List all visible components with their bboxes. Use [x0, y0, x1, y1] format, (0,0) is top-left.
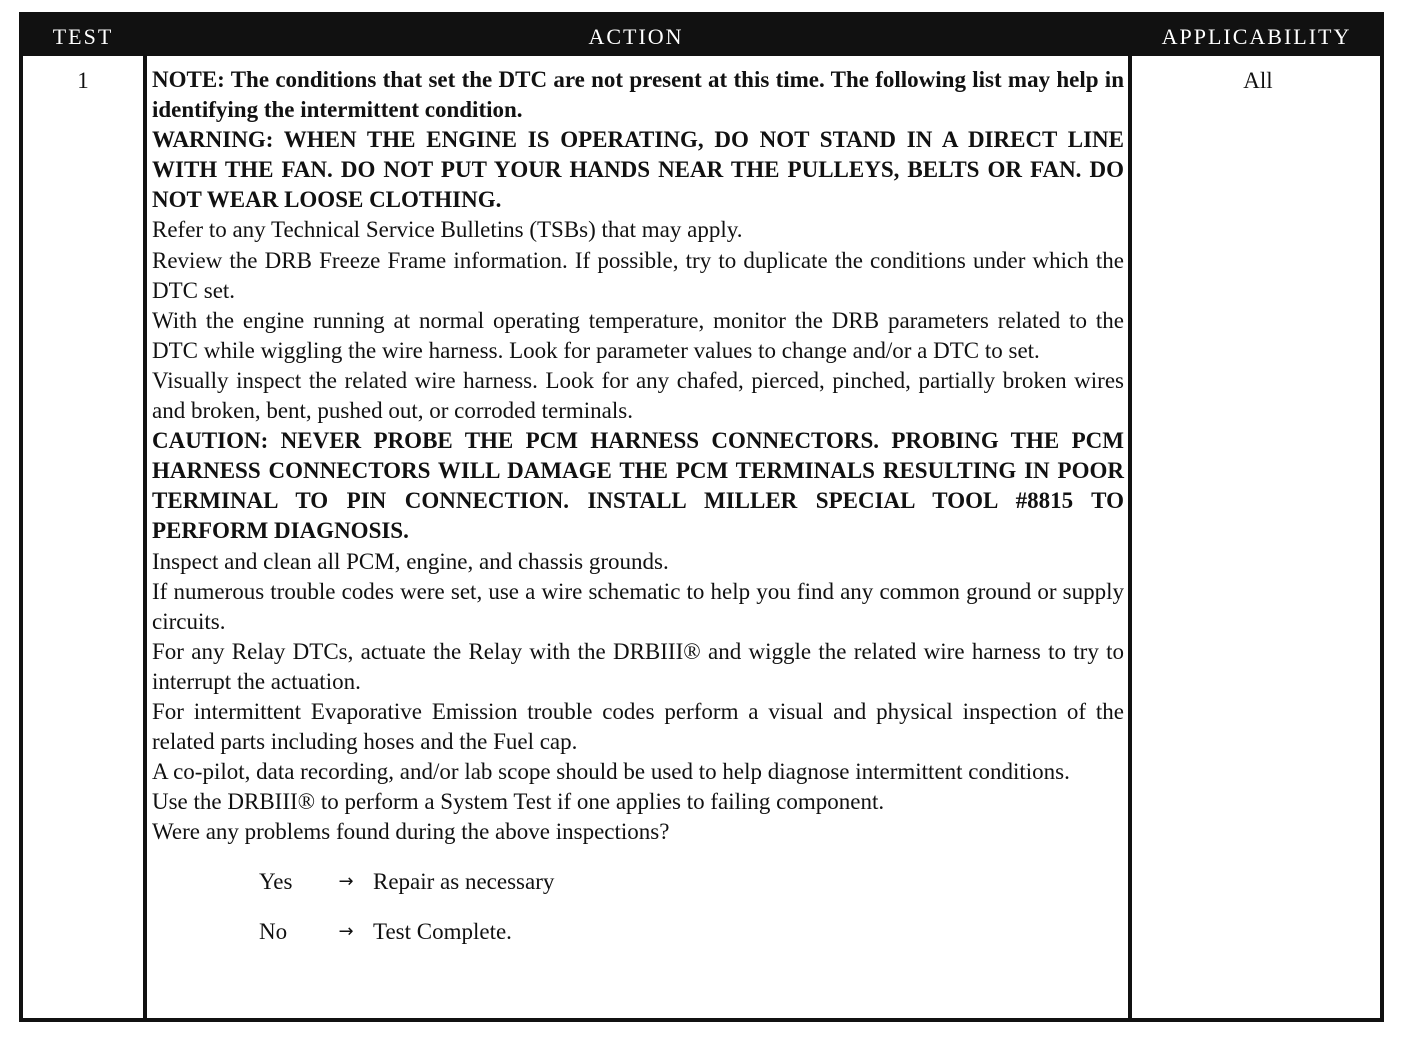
action-paragraph: If numerous trouble codes were set, use a wire schematic to help you find any common ground or supply circuits.: [152, 578, 1124, 634]
question-paragraph: Were any problems found during the above inspections?: [152, 819, 670, 845]
caution-paragraph: CAUTION: NEVER PROBE THE PCM HARNESS CONNECTORS. PROBING THE PCM HARNESS CONNECTORS WILL DAMAGE THE PCM TERMINALS RESULTING IN POOR TERMINAL TO PIN CONNECTION. INSTALL MILLER SPECIAL TOOL #8815 TO PERFORM DIAGNOSIS.: [152, 428, 1124, 544]
answer-result: Test Complete.: [373, 919, 512, 945]
action-paragraph: Visually inspect the related wire harness. Look for any chafed, pierced, pinched, partially broken wires and broken, bent, pushed out, or corroded terminals.: [152, 367, 1124, 424]
answer-label: Yes: [259, 869, 293, 895]
diagnostic-test-table: [19, 12, 1384, 1022]
action-paragraph: For any Relay DTCs, actuate the Relay with the DRBIII® and wiggle the related wire harness to try to interrupt the actuation.: [152, 638, 1124, 694]
warning-paragraph: WARNING: WHEN THE ENGINE IS OPERATING, DO NOT STAND IN A DIRECT LINE WITH THE FAN. DO NOT PUT YOUR HANDS NEAR THE PULLEYS, BELTS OR FAN. DO NOT WEAR LOOSE CLOTHING.: [152, 127, 1124, 213]
action-paragraph: For intermittent Evaporative Emission trouble codes perform a visual and physical inspection of the related parts including hoses and the Fuel cap.: [152, 698, 1124, 755]
right-arrow-icon: →: [338, 871, 354, 893]
answer-label: No: [259, 919, 288, 945]
column-divider-2: [1128, 56, 1132, 1018]
test-number: 1: [77, 68, 89, 93]
answer-no: [259, 917, 1124, 947]
header-test: TEST: [52, 24, 114, 49]
answer-yes: [259, 867, 1124, 897]
action-paragraph: Use the DRBIII® to perform a System Test if one applies to failing component.: [152, 789, 885, 815]
applicability-value: All: [1243, 68, 1273, 93]
header-action: ACTION: [588, 24, 684, 49]
answer-list: [259, 867, 1124, 947]
action-paragraph: Review the DRB Freeze Frame information. If possible, try to duplicate the conditions under which the DTC set.: [152, 247, 1124, 303]
action-paragraph: A co-pilot, data recording, and/or lab scope should be used to help diagnose intermittent conditions.: [152, 759, 1070, 785]
note-paragraph: NOTE: The conditions that set the DTC are not present at this time. The following list may help in identifying the intermittent condition.: [152, 67, 1124, 123]
column-divider-1: [143, 56, 147, 1018]
header-applicability: APPLICABILITY: [1161, 24, 1352, 49]
table-header: [23, 16, 1380, 56]
action-paragraph: Inspect and clean all PCM, engine, and chassis grounds.: [152, 548, 669, 574]
answer-result: Repair as necessary: [373, 869, 555, 895]
action-paragraph: With the engine running at normal operating temperature, monitor the DRB parameters related to the DTC while wiggling the wire harness. Look for parameter values to change and/or a DTC to set.: [152, 307, 1124, 363]
right-arrow-icon: →: [338, 921, 354, 943]
action-cell: [152, 65, 1124, 967]
action-paragraph: Refer to any Technical Service Bulletins (TSBs) that may apply.: [152, 217, 743, 243]
